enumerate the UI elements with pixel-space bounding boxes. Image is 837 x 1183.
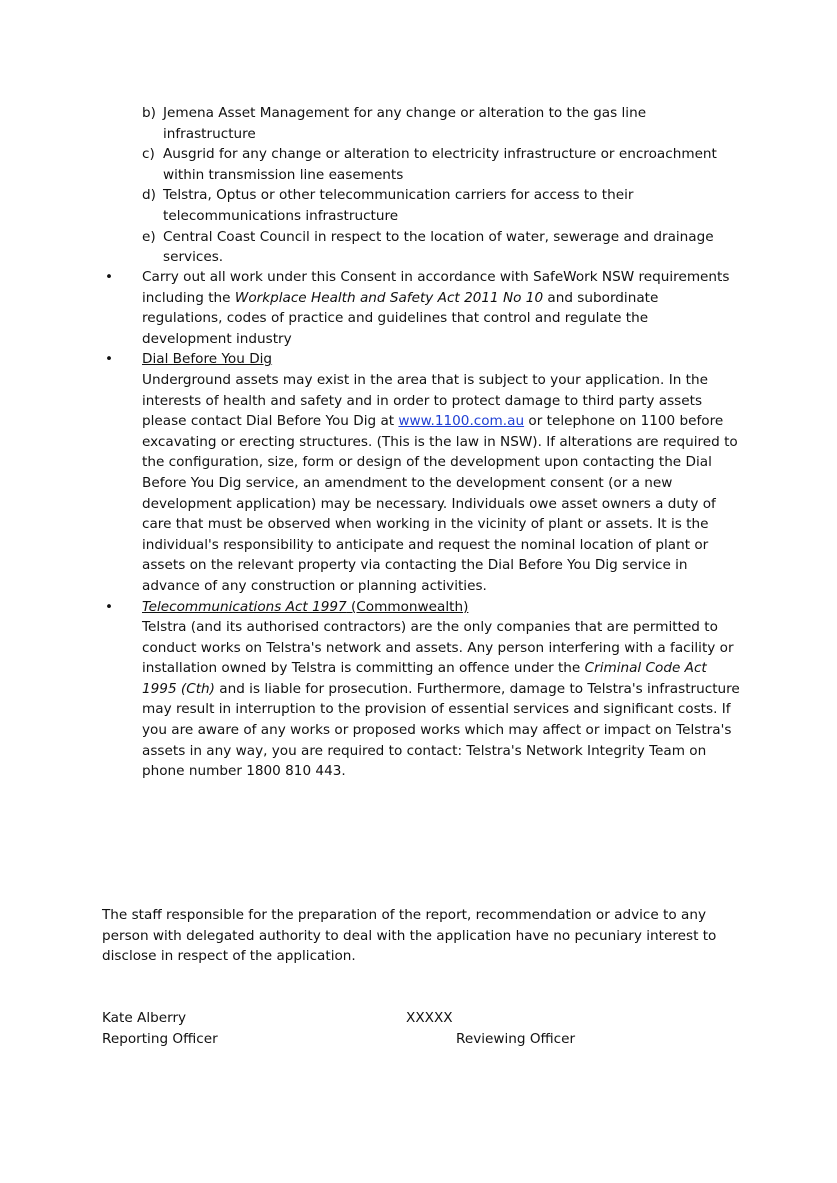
pecuniary-interest-statement: The staff responsible for the preparation of the report, recommendation or advice to any person with delegated authority to deal with the application have no pecuniary interest to disclose in respect of the application.: [102, 907, 717, 965]
list-item-text: Telstra, Optus or other telecommunication carriers for access to their telecommunications infrastructure: [163, 187, 634, 224]
dial-text-end: or telephone on 1100 before excavating or erecting structures. (This is the law in NSW). If alterations are required to the configuration, size, form or design of the development upon contacting the Dial Before You Dig service, an amendment to the development consent (or a new development application) may be necessary. Individuals owe asset owners a duty of care that must be observed when working in the vicinity of plant or assets. It is the individual's responsibility to anticipate and request the nominal location of plant or assets on the relevant property via contacting the Dial Before You Dig service in advance of any construction or planning activities.: [142, 413, 738, 594]
list-marker: d): [142, 187, 156, 204]
dial-before-you-dig-item: [105, 349, 742, 596]
list-item-text: Ausgrid for any change or alteration to electricity infrastructure or encroachment within transmission line easements: [163, 146, 717, 183]
list-item: [142, 185, 742, 226]
list-marker: b): [142, 105, 156, 121]
telecom-heading: [142, 597, 742, 618]
reviewing-officer-name: XXXXX: [406, 1010, 453, 1026]
reviewing-officer-role: Reviewing Officer: [456, 1031, 576, 1047]
advice-bullet-list: [105, 267, 742, 782]
reporting-officer-role: Reporting Officer: [102, 1031, 218, 1047]
list-item-text: Central Coast Council in respect to the location of water, sewerage and drainage services.: [163, 228, 714, 266]
safework-item: [105, 267, 742, 349]
dial-text-start: Underground assets may exist in the area that is subject to your application. In the interests of health and safety and in order to protect damage to third party assets please contact Dial Before You Dig at: [142, 371, 708, 430]
telecom-text-start: Telstra (and its authorised contractors) are the only companies that are permitted to conduct works on Telstra's network and assets. Any person interfering with a facility or installation owned by Telstra is committing an offence under the: [142, 619, 734, 677]
telecommunications-item: [105, 597, 742, 782]
safework-text-end: and subordinate regulations, codes of practice and guidelines that control and regulate the development industry: [142, 289, 659, 347]
safework-text-start: Carry out all work under this Consent in accordance with SafeWork NSW requirements including the: [142, 269, 730, 306]
list-item: [142, 103, 742, 144]
bullet-icon: •: [105, 351, 114, 368]
bullet-icon: •: [105, 598, 114, 615]
telecom-text-end: and is liable for prosecution. Furthermore, damage to Telstra's infrastructure may result in interruption to the provision of essential services and significant costs. If you are aware of any works or proposed works which may affect or impact on Telstra's assets in any way, you are required to contact: Telstra's Network Integrity Team on phone number 1800 810 443.: [142, 680, 740, 780]
reporting-officer-name: Kate Alberry: [102, 1010, 187, 1026]
criminal-code-title: Criminal Code Act 1995 (Cth): [142, 660, 707, 697]
telecom-act-title: Telecommunications Act 1997: [142, 598, 347, 615]
whs-act-title: Workplace Health and Safety Act 2011 No 10: [234, 289, 544, 306]
telecom-jurisdiction: (Commonwealth): [346, 598, 469, 615]
dial-heading: Dial Before You Dig: [142, 351, 273, 368]
list-marker: c): [142, 146, 155, 163]
list-marker: e): [142, 228, 156, 245]
authority-contact-list: [142, 103, 742, 268]
list-item-text: Jemena Asset Management for any change or alteration to the gas line infrastructure: [163, 105, 647, 142]
list-item: [142, 227, 742, 268]
list-item: [142, 144, 742, 185]
bullet-icon: •: [105, 269, 114, 285]
dial-before-you-dig-link[interactable]: www.1100.com.au: [398, 413, 525, 430]
